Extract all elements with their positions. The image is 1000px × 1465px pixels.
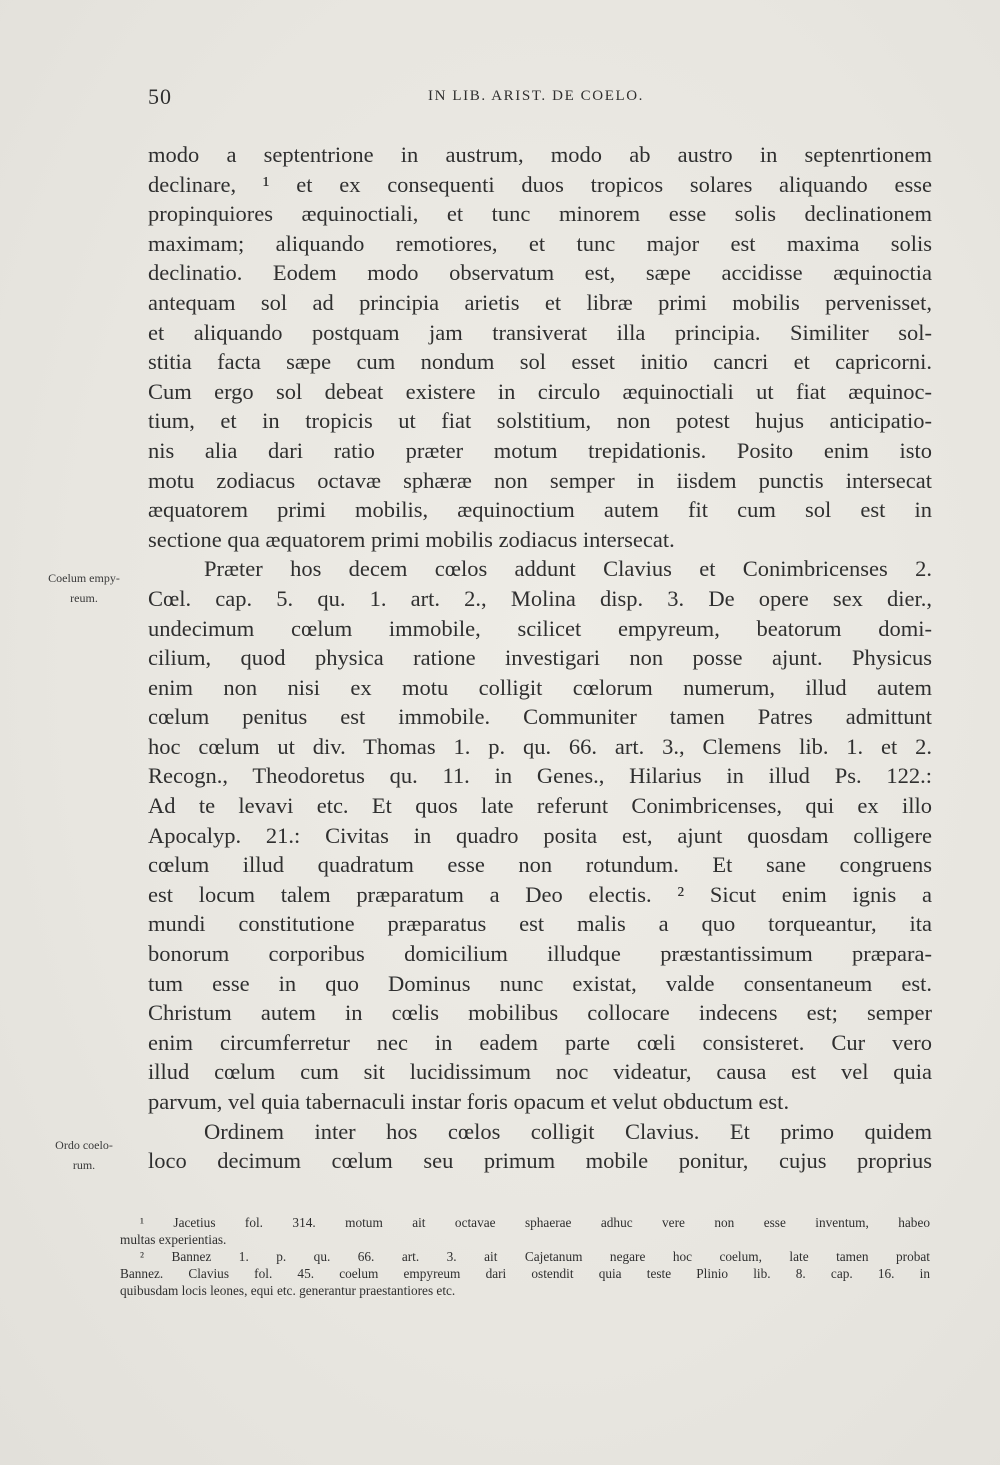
footnote-line: ¹ Jacetius fol. 314. motum ait octavae sphaerae adhuc vere non esse inventum, habeo (140, 1215, 930, 1230)
text-line: Cœl. cap. 5. qu. 1. art. 2., Molina disp. 3. De opere sex dier., (148, 585, 932, 611)
marginal-note-coelum-empyreum (24, 568, 144, 608)
text-line: propinquiores æquinoctiali, et tunc minorem esse solis declinationem (148, 201, 932, 227)
page-header (148, 84, 930, 114)
text-line: illud cœlum cum sit lucidissimum noc videatur, causa est vel quia (148, 1059, 932, 1085)
text-line: tum esse in quo Dominus nunc existat, valde consentaneum est. (148, 970, 932, 996)
text-line: undecimum cœlum immobile, scilicet empyreum, beatorum domi- (148, 615, 932, 641)
text-line: sectione qua æquatorem primi mobilis zodiacus intersecat. (148, 526, 675, 552)
text-line: modo a septentrione in austrum, modo ab austro in septenrtionem (148, 142, 932, 167)
text-line: bonorum corporibus domicilium illudque præstantissimum præpara- (148, 941, 932, 967)
marginal-note-line: reum. (70, 591, 98, 605)
text-line: declinare, ¹ et ex consequenti duos tropicos solares aliquando esse (148, 171, 932, 197)
text-line: nis alia dari ratio præter motum trepidationis. Posito enim isto (148, 437, 932, 463)
footnote-line: quibusdam locis leones, equi etc. generantur praestantiores etc. (120, 1283, 456, 1298)
text-line: parvum, vel quia tabernaculi instar foris opacum et velut obductum est. (148, 1089, 790, 1114)
footnote-line: multas experientias. (120, 1232, 227, 1247)
text-line: Præter hos decem cœlos addunt Clavius et Conimbricenses 2. (204, 556, 932, 582)
footnote-line: Bannez. Clavius fol. 45. coelum empyreum dari ostendit quia teste Plinio lib. 8. cap. 16. in (120, 1266, 930, 1281)
page-number: 50 (148, 84, 172, 109)
main-text (148, 140, 932, 1176)
footnotes (120, 1214, 930, 1299)
text-line: et aliquando postquam jam transiverat illa principia. Similiter sol- (148, 319, 932, 345)
text-line: hoc cœlum ut div. Thomas 1. p. qu. 66. art. 3., Clemens lib. 1. et 2. (148, 733, 932, 759)
marginal-note-line: Coelum empy- (48, 571, 120, 585)
text-line: Cum ergo sol debeat existere in circulo æquinoctiali ut fiat æquinoc- (148, 378, 932, 404)
text-line: æquatorem primi mobilis, æquinoctium autem fit cum sol est in (148, 497, 932, 523)
marginal-note-line: Ordo coelo- (55, 1138, 113, 1152)
text-line: motu zodiacus octavæ sphæræ non semper in iisdem punctis intersecat (148, 467, 932, 493)
footnote-line: ² Bannez 1. p. qu. 66. art. 3. ait Cajetanum negare hoc coelum, late tamen probat (140, 1249, 930, 1264)
text-line: cilium, quod physica ratione investigari non posse ajunt. Physicus (148, 645, 932, 671)
text-line: Recogn., Theodoretus qu. 11. in Genes., Hilarius in illud Ps. 122.: (148, 763, 932, 789)
text-line: est locum talem præparatum a Deo electis. ² Sicut enim ignis a (148, 881, 932, 907)
marginal-note-ordo-coelorum (24, 1135, 144, 1175)
text-line: antequam sol ad principia arietis et libræ primi mobilis pervenisset, (148, 289, 932, 315)
marginal-note-line: rum. (72, 1158, 96, 1172)
text-line: enim circumferretur nec in eadem parte cœli consisteret. Cur vero (148, 1029, 932, 1055)
text-line: Apocalyp. 21.: Civitas in quadro posita est, ajunt quosdam colligere (148, 822, 932, 848)
running-title: IN LIB. ARIST. DE COELO. (428, 88, 645, 104)
text-line: Ad te levavi etc. Et quos late referunt Conimbricenses, qui ex illo (148, 793, 932, 819)
text-line: loco decimum cœlum seu primum mobile ponitur, cujus proprius (148, 1148, 932, 1174)
text-line: enim non nisi ex motu colligit cœlorum numerum, illud autem (148, 674, 932, 700)
text-line: maximam; aliquando remotiores, et tunc major est maxima solis (148, 230, 932, 256)
text-line: cœlum illud quadratum esse non rotundum. Et sane congruens (148, 852, 932, 878)
text-line: Ordinem inter hos cœlos colligit Clavius. Et primo quidem (204, 1118, 932, 1144)
text-line: tium, et in tropicis ut fiat solstitium, non potest hujus anticipatio- (148, 408, 932, 434)
text-line: stitia facta sæpe cum nondum sol esset initio cancri et capricorni. (148, 349, 932, 375)
text-line: mundi constitutione præparatus est malis a quo torqueantur, ita (148, 911, 932, 937)
text-line: cœlum penitus est immobile. Communiter tamen Patres admittunt (148, 704, 932, 730)
text-line: declinatio. Eodem modo observatum est, sæpe accidisse æquinoctia (148, 260, 932, 286)
text-line: Christum autem in cœlis mobilibus collocare indecens est; semper (148, 1000, 932, 1026)
